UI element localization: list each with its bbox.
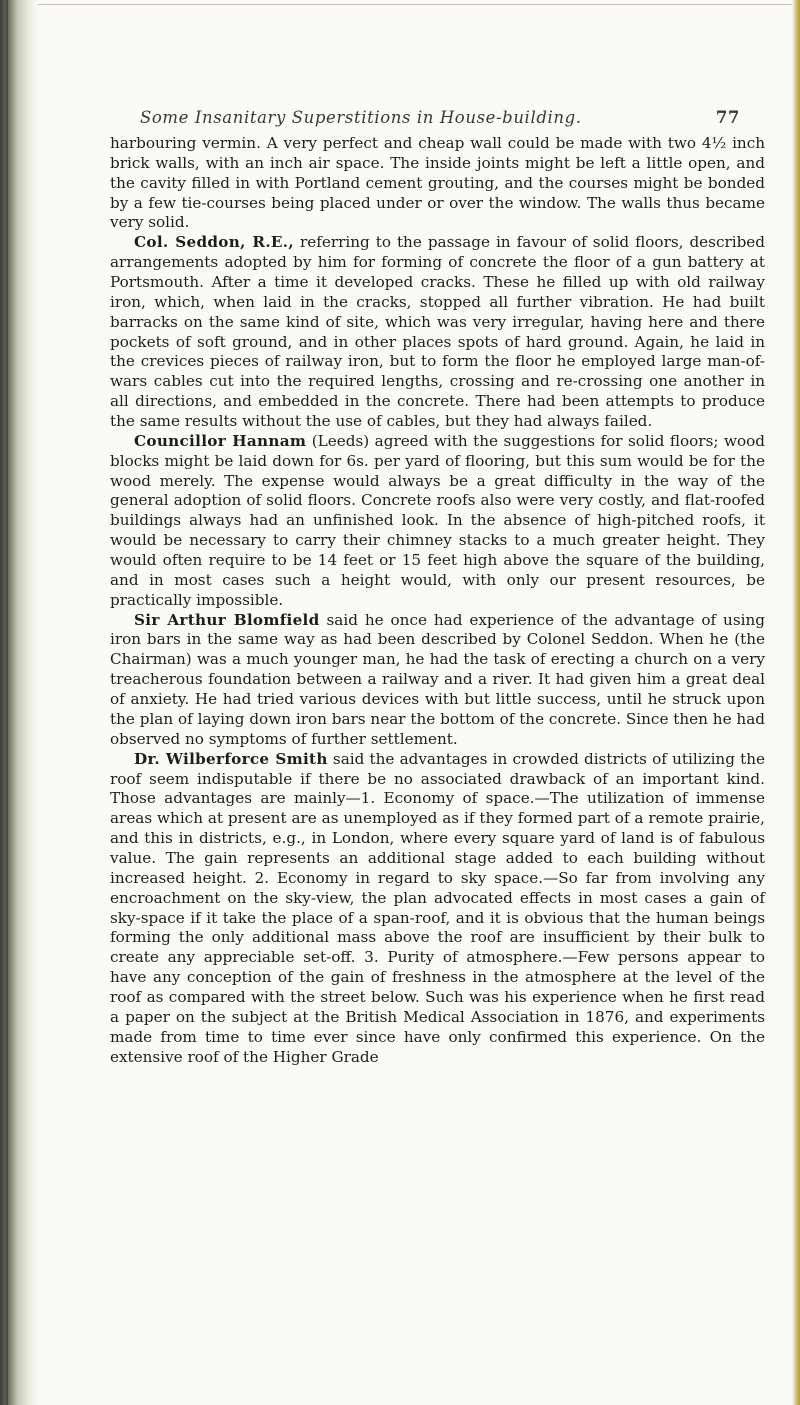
speaker-name: Councillor Hannam <box>134 431 307 450</box>
body-text <box>110 134 765 1067</box>
paragraph-text: (Leeds) agreed with the suggestions for solid floors; wood blocks might be laid down for 6s. per yard of flooring, but this sum would be for the wood merely. The expense would always be a great difficulty in the way of the general adoption of solid floors. Concrete roofs also were very costly, and flat-roofed buildings always had an unfinished look. In the absence of high-pitched roofs, it would be necessary to carry their chimney stacks to a much greater height. They would often require to be 14 feet or 15 feet high above the square of the building, and in most cases such a height would, with only our present resources, be practically impossible. <box>110 431 765 609</box>
paragraph-text: referring to the passage in favour of solid floors, described arrangements adopted by him for forming of concrete the floor of a gun battery at Portsmouth. After a time it developed cracks. These he filled up with old railway iron, which, when laid in the cracks, stopped all further vibration. He had built barracks on the same kind of site, which was very irregular, having here and there pockets of soft ground, and in other places spots of hard ground. Again, he laid in the crevices pieces of railway iron, but to form the floor he employed large man-of-wars cables cut into the required lengths, crossing and re-crossing one another in all directions, and embedded in the concrete. There had been attempts to produce the same results without the use of cables, but they had always failed. <box>110 233 766 431</box>
speaker-name: Dr. Wilberforce Smith <box>134 749 328 768</box>
paragraph-2 <box>110 233 765 432</box>
paragraph-text: harbouring vermin. A very perfect and cheap wall could be made with two 4½ inch brick walls, with an inch air space. The inside joints might be left a little open, and the cavity filled in with Portland cement grouting, and the courses might be bonded by a few tie-courses being placed under or over the window. The walls thus became very solid. <box>110 134 765 232</box>
page-number: 77 <box>715 108 740 127</box>
paragraph-text: said he once had experience of the advantage of using iron bars in the same way as had been described by Colonel Seddon. When he (the Chairman) was a much younger man, he had the task of erecting a church on a very treacherous foundation between a railway and a river. It had given him a great deal of anxiety. He had tried various devices with but little success, until he struck upon the plan of laying down iron bars near the bottom of the concrete. Since then he had observed no symptoms of further settlement. <box>110 610 765 748</box>
running-title: Some Insanitary Superstitions in House-building. <box>140 108 582 127</box>
paragraph-1 <box>110 134 765 233</box>
top-edge-rule <box>38 4 792 5</box>
paragraph-text: said the advantages in crowded districts of utilizing the roof seem indisputable if there be no associated drawback of an important kind. Those advantages are mainly—1. Economy of space.—The utilization of immense areas which at present are as unemployed as if they formed part of a remote prairie, and this in districts, e.g., in London, where every square yard of land is of fabulous value. The gain represents an additional stage added to each building without increased height. 2. Economy in regard to sky space.—So far from involving any encroachment on the sky-view, the plan advocated effects in most cases a gain of sky-space if it take the place of a span-roof, and it is obvious that the human beings forming the only additional mass above the roof are insufficient by their bulk to create any appreciable set-off. 3. Purity of atmosphere.—Few persons appear to have any conception of the gain of freshness in the atmosphere at the level of the roof as compared with the street below. Such was his experience when he first read a paper on the subject at the British Medical Association in 1876, and experiments made from time to time ever since have only confirmed this experience. On the extensive roof of the Higher Grade <box>110 749 765 1066</box>
page-edge <box>792 0 800 1405</box>
paragraph-5 <box>110 750 765 1068</box>
gutter-line <box>6 0 8 1405</box>
speaker-name: Sir Arthur Blomfield <box>134 610 320 629</box>
speaker-name: Col. Seddon, R.E., <box>134 233 294 252</box>
paragraph-3 <box>110 432 765 611</box>
paragraph-4 <box>110 611 765 750</box>
